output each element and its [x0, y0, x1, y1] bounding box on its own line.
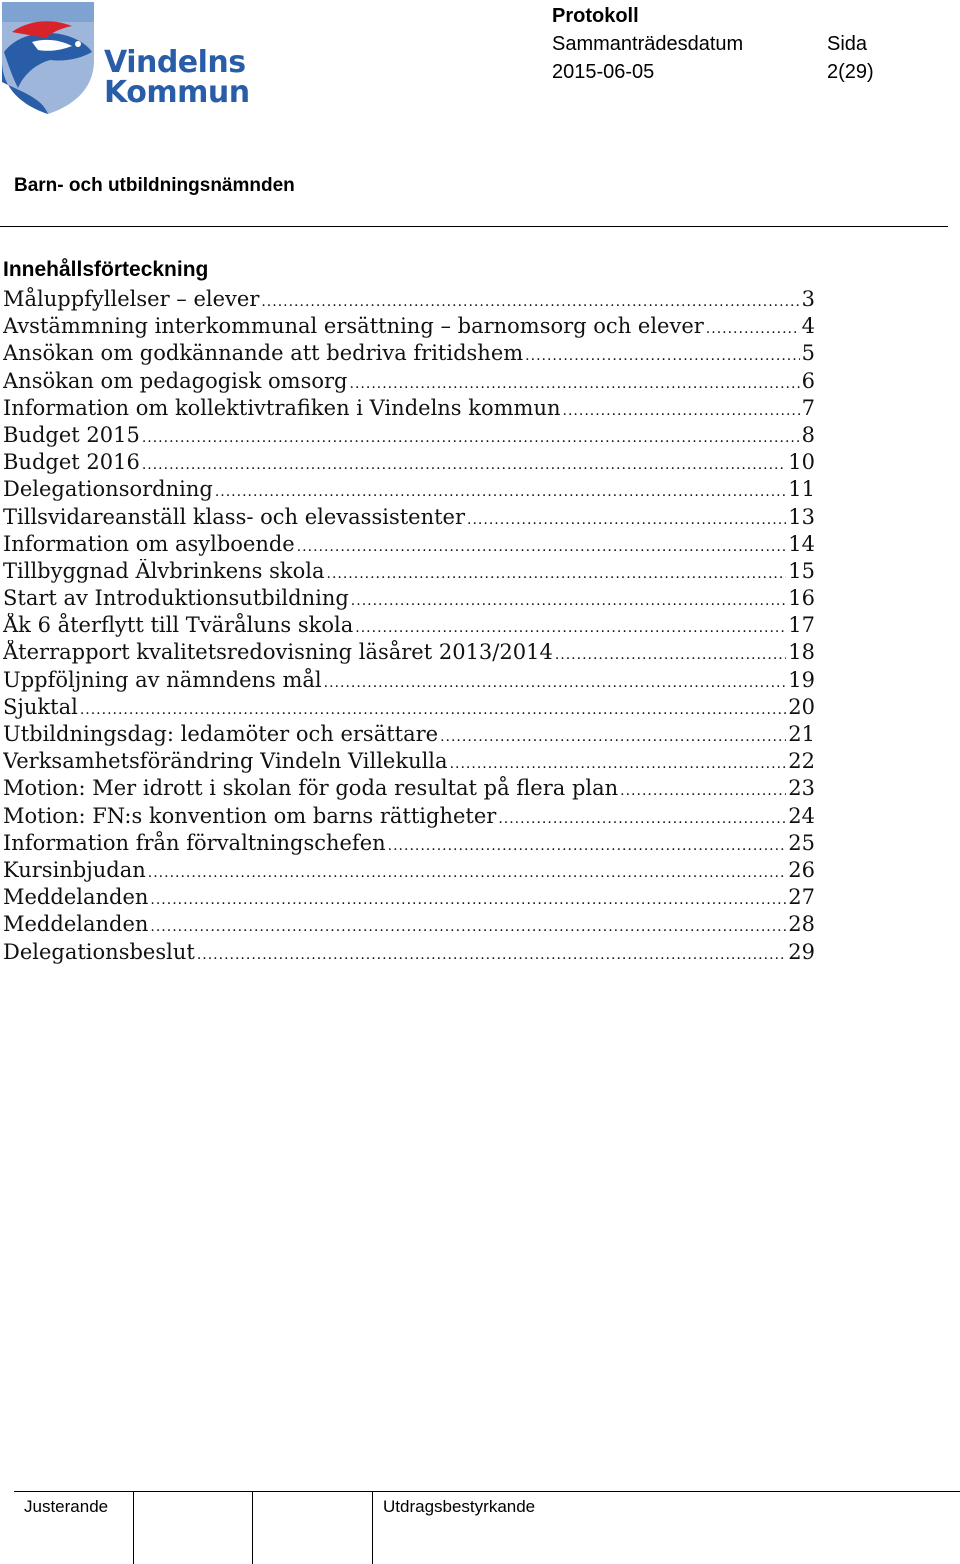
toc-entry[interactable] — [3, 776, 815, 803]
toc-dot-leader — [440, 729, 786, 745]
toc-entry[interactable] — [3, 505, 815, 532]
header-divider — [0, 226, 948, 227]
toc-entry-page: 28 — [788, 912, 815, 937]
toc-dot-leader — [620, 783, 786, 799]
toc-dot-leader — [498, 811, 786, 827]
toc-entry[interactable] — [3, 314, 815, 341]
toc-entry-title: Utbildningsdag: ledamöter och ersättare — [3, 722, 439, 746]
toc-entry-title: Budget 2015 — [3, 422, 140, 447]
meeting-date: 2015-06-05 — [552, 61, 655, 83]
document-type: Protokoll — [552, 5, 639, 27]
footer-cell-divider — [252, 1491, 253, 1564]
toc-entry-page: 26 — [788, 857, 815, 882]
toc-entry-title: Kursinbjudan — [3, 857, 146, 882]
vindeln-logo — [2, 2, 250, 114]
toc-dot-leader — [142, 430, 800, 446]
toc-entry-page: 19 — [788, 667, 815, 692]
toc-entry[interactable] — [3, 450, 815, 477]
toc-dot-leader — [148, 865, 786, 881]
toc-entry-title: Ansökan om godkännande att bedriva fritidshem — [3, 341, 524, 366]
toc-entry-title: Åk 6 återflytt till Tväråluns skola — [3, 613, 354, 638]
toc-entry-title: Måluppfyllelser – elever — [3, 287, 260, 311]
toc-dot-leader — [297, 539, 787, 555]
logo-word-vindelns: Vindelns — [104, 45, 246, 80]
toc-dot-leader — [706, 321, 800, 337]
toc-dot-leader — [150, 892, 786, 908]
toc-entry-page: 27 — [788, 885, 815, 910]
toc-entry-title: Avstämmning interkommunal ersättning – barnomsorg och elever — [3, 314, 704, 339]
toc-entry-title: Information om asylboende — [3, 531, 295, 556]
logo-word-kommun: Kommun — [104, 75, 250, 110]
toc-dot-leader — [261, 294, 799, 310]
toc-entry-page: 20 — [788, 694, 815, 719]
toc-entry[interactable] — [3, 885, 815, 912]
toc-entry-page: 17 — [788, 613, 815, 638]
toc-entry-title: Start av Introduktionsutbildning — [3, 586, 349, 611]
toc-dot-leader — [525, 348, 799, 364]
committee-name: Barn- och utbildningsnämnden — [14, 175, 295, 196]
date-label: Sammanträdesdatum — [552, 33, 744, 55]
toc-dot-leader — [450, 756, 787, 772]
toc-dot-leader — [324, 675, 787, 691]
toc-entry-page: 22 — [788, 749, 815, 774]
toc-entry[interactable] — [3, 722, 815, 749]
toc-entry-title: Delegationsbeslut — [3, 939, 195, 964]
toc-entry-title: Uppföljning av nämndens mål — [3, 667, 322, 692]
footer-justerande-label: Justerande — [24, 1497, 109, 1516]
toc-heading: Innehållsförteckning — [3, 258, 209, 281]
toc-entry[interactable] — [3, 804, 815, 831]
salmon-shield-icon — [2, 2, 94, 114]
toc-entry[interactable] — [3, 940, 815, 967]
table-of-contents — [3, 287, 815, 967]
toc-entry-page: 25 — [788, 830, 815, 855]
toc-entry-title: Tillbyggnad Älvbrinkens skola — [3, 558, 325, 583]
toc-entry[interactable] — [3, 912, 815, 939]
toc-entry-page: 8 — [801, 422, 815, 447]
toc-entry-page: 16 — [788, 586, 815, 611]
toc-entry-page: 4 — [801, 314, 815, 339]
toc-entry[interactable] — [3, 640, 815, 667]
toc-entry-page: 18 — [788, 640, 815, 665]
toc-entry-page: 15 — [788, 558, 815, 583]
toc-entry-title: Information från förvaltningschefen — [3, 830, 386, 855]
toc-entry[interactable] — [3, 396, 815, 423]
footer-cell-divider — [372, 1491, 373, 1564]
toc-dot-leader — [563, 403, 800, 419]
toc-entry[interactable] — [3, 369, 815, 396]
toc-entry-title: Ansökan om pedagogisk omsorg — [3, 368, 348, 393]
toc-entry-page: 10 — [788, 450, 815, 475]
page-label: Sida — [827, 33, 868, 55]
toc-entry[interactable] — [3, 695, 815, 722]
toc-entry-page: 11 — [788, 477, 815, 502]
toc-dot-leader — [197, 947, 786, 963]
toc-dot-leader — [355, 620, 786, 636]
toc-entry[interactable] — [3, 477, 815, 504]
toc-entry[interactable] — [3, 831, 815, 858]
toc-entry-page: 23 — [788, 776, 815, 801]
toc-entry[interactable] — [3, 532, 815, 559]
toc-entry-page: 24 — [788, 803, 815, 828]
toc-entry-title: Motion: Mer idrott i skolan för goda resultat på flera plan — [3, 776, 619, 801]
toc-entry[interactable] — [3, 341, 815, 368]
footer-cell-divider — [133, 1491, 134, 1564]
toc-dot-leader — [150, 919, 786, 935]
toc-entry-page: 21 — [788, 722, 815, 746]
toc-entry-page: 29 — [788, 939, 815, 964]
toc-entry[interactable] — [3, 559, 815, 586]
toc-entry-page: 7 — [801, 395, 815, 420]
toc-entry[interactable] — [3, 586, 815, 613]
toc-entry[interactable] — [3, 423, 815, 450]
toc-entry-title: Motion: FN:s konvention om barns rättigheter — [3, 803, 497, 828]
toc-entry[interactable] — [3, 668, 815, 695]
toc-entry-title: Sjuktal — [3, 694, 78, 719]
toc-dot-leader — [350, 376, 800, 392]
toc-entry[interactable] — [3, 287, 815, 314]
page-number: 2(29) — [827, 61, 874, 83]
toc-entry-title: Delegationsordning — [3, 477, 213, 502]
footer-divider — [14, 1491, 960, 1492]
toc-entry-title: Budget 2016 — [3, 450, 140, 475]
toc-entry-page: 3 — [801, 287, 815, 311]
toc-dot-leader — [142, 457, 786, 473]
toc-dot-leader — [215, 484, 786, 500]
toc-entry-page: 14 — [788, 531, 815, 556]
toc-entry-title: Meddelanden — [3, 885, 149, 910]
toc-dot-leader — [80, 702, 786, 718]
toc-entry-title: Återrapport kvalitetsredovisning läsåret 2013/2014 — [3, 640, 553, 665]
toc-entry-title: Information om kollektivtrafiken i Vindelns kommun — [3, 395, 561, 420]
toc-entry[interactable] — [3, 613, 815, 640]
toc-entry[interactable] — [3, 749, 815, 776]
toc-dot-leader — [327, 566, 787, 582]
toc-entry-title: Verksamhetsförändring Vindeln Villekulla — [3, 749, 448, 774]
footer-utdragsbestyrkande-label: Utdragsbestyrkande — [383, 1497, 536, 1516]
toc-entry-title: Meddelanden — [3, 912, 149, 937]
toc-entry-title: Tillsvidareanställ klass- och elevassistenter — [3, 504, 466, 529]
toc-dot-leader — [351, 593, 786, 609]
toc-entry[interactable] — [3, 858, 815, 885]
toc-dot-leader — [555, 647, 786, 663]
toc-entry-page: 5 — [801, 341, 815, 366]
toc-entry-page: 6 — [801, 368, 815, 393]
toc-dot-leader — [467, 512, 786, 528]
toc-dot-leader — [388, 838, 787, 854]
toc-entry-page: 13 — [788, 504, 815, 529]
